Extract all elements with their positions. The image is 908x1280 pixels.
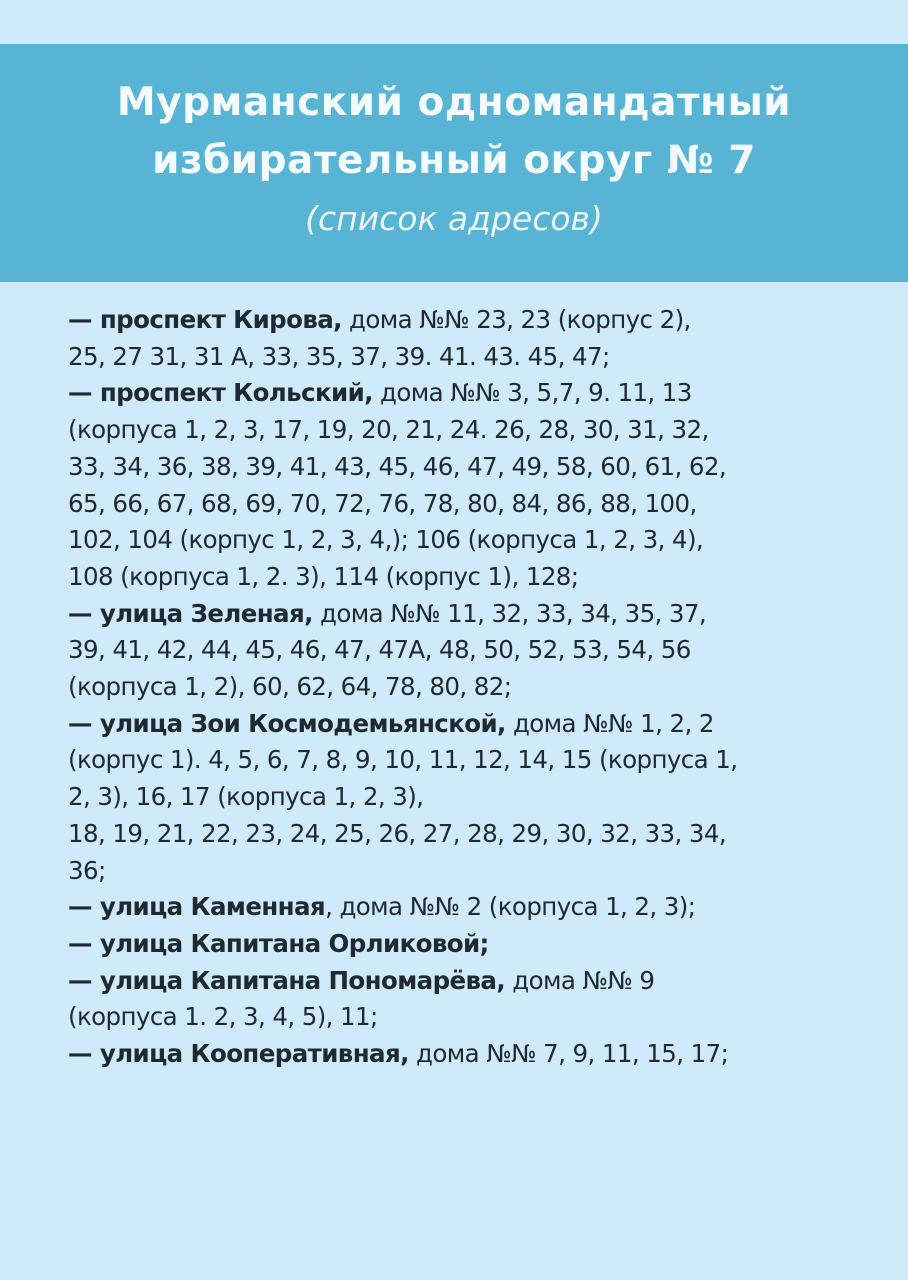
address-line xyxy=(68,302,838,339)
house-numbers: 18, 19, 21, 22, 23, 24, 25, 26, 27, 28, 29, 30, 32, 33, 34, xyxy=(68,818,727,848)
house-numbers: (корпуса 1, 2), 60, 62, 64, 78, 80, 82; xyxy=(68,672,512,702)
address-line xyxy=(68,853,838,890)
house-numbers: 2, 3), 16, 17 (корпуса 1, 2, 3), xyxy=(68,782,424,812)
address-line xyxy=(68,926,838,963)
address-line xyxy=(68,632,838,669)
address-line xyxy=(68,889,838,926)
header-banner xyxy=(0,44,908,282)
house-numbers: 65, 66, 67, 68, 69, 70, 72, 76, 78, 80, 84, 86, 88, 100, xyxy=(68,488,697,518)
house-numbers: 33, 34, 36, 38, 39, 41, 43, 45, 46, 47, 49, 58, 60, 61, 62, xyxy=(68,451,727,481)
street-name: — улица Кооперативная, xyxy=(68,1039,409,1069)
house-numbers: дома №№ 7, 9, 11, 15, 17; xyxy=(408,1039,729,1069)
address-line xyxy=(68,779,838,816)
address-line xyxy=(68,706,838,743)
address-line xyxy=(68,449,838,486)
house-numbers: дома №№ 1, 2, 2 xyxy=(505,708,714,738)
address-line xyxy=(68,742,838,779)
house-numbers: (корпус 1). 4, 5, 6, 7, 8, 9, 10, 11, 12, 14, 15 (корпуса 1, xyxy=(68,745,738,775)
address-line xyxy=(68,559,838,596)
address-line xyxy=(68,412,838,449)
street-name: — улица Зои Космодемьянской, xyxy=(68,708,506,738)
street-name: — улица Капитана Пономарёва, xyxy=(68,965,506,995)
house-numbers: дома №№ 11, 32, 33, 34, 35, 37, xyxy=(312,598,707,628)
street-name: — улица Капитана Орликовой; xyxy=(68,928,489,958)
address-line xyxy=(68,486,838,523)
house-numbers: 36; xyxy=(68,855,106,885)
street-name: — улица Зеленая, xyxy=(68,598,313,628)
house-numbers: 39, 41, 42, 44, 45, 46, 47, 47А, 48, 50, 52, 53, 54, 56 xyxy=(68,635,691,665)
address-line xyxy=(68,596,838,633)
house-numbers: 25, 27 31, 31 А, 33, 35, 37, 39. 41. 43. 45, 47; xyxy=(68,341,610,371)
street-name: — улица Каменная xyxy=(68,892,326,922)
address-line xyxy=(68,999,838,1036)
house-numbers: дома №№ 23, 23 (корпус 2), xyxy=(341,305,691,334)
house-numbers: , дома №№ 2 (корпуса 1, 2, 3); xyxy=(325,892,696,922)
address-line xyxy=(68,1036,838,1073)
house-numbers: (корпуса 1. 2, 3, 4, 5), 11; xyxy=(68,1002,378,1032)
address-line xyxy=(68,963,838,1000)
house-numbers: 108 (корпуса 1, 2. 3), 114 (корпус 1), 128; xyxy=(68,561,579,591)
house-numbers: (корпуса 1, 2, 3, 17, 19, 20, 21, 24. 26, 28, 30, 31, 32, xyxy=(68,415,709,445)
address-line xyxy=(68,339,838,376)
street-name: — проспект Кольский, xyxy=(68,378,373,408)
page-title-line-2: избирательный округ № 7 xyxy=(152,138,756,183)
address-line xyxy=(68,522,838,559)
page-subtitle: (список адресов) xyxy=(305,199,603,238)
address-line xyxy=(68,375,838,412)
page-title-line-1: Мурманский одномандатный xyxy=(116,80,792,125)
house-numbers: 102, 104 (корпус 1, 2, 3, 4,); 106 (корпуса 1, 2, 3, 4), xyxy=(68,525,704,555)
address-list xyxy=(68,302,838,1073)
address-line xyxy=(68,669,838,706)
house-numbers: дома №№ 3, 5,7, 9. 11, 13 xyxy=(372,378,692,408)
street-name: — проспект Кирова, xyxy=(68,305,342,334)
house-numbers: дома №№ 9 xyxy=(505,965,655,995)
address-line xyxy=(68,816,838,853)
